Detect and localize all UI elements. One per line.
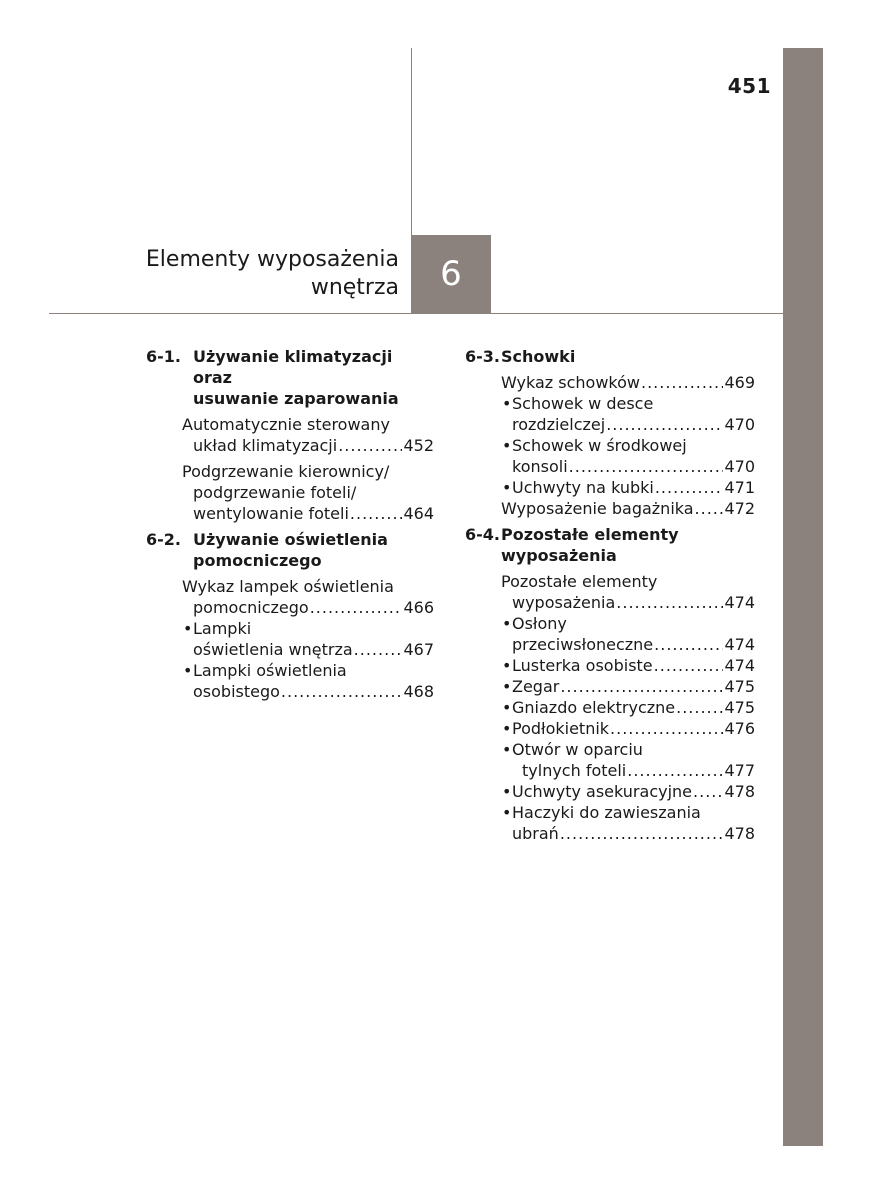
toc-entry-text: Lampki xyxy=(193,619,252,638)
section-title-line: Używanie klimatyzacji oraz xyxy=(193,347,393,387)
toc-page-number: 477 xyxy=(724,761,755,780)
section-heading-6-2 xyxy=(146,529,434,571)
bullet-icon: • xyxy=(502,782,512,801)
toc-entry[interactable] xyxy=(465,571,755,613)
toc-right-column xyxy=(465,346,755,844)
section-title-line: pomocniczego xyxy=(193,551,322,570)
toc-entry-text: Uchwyty na kubki xyxy=(512,478,654,497)
dot-leader xyxy=(654,634,723,655)
toc-entry-text: rozdzielczej xyxy=(512,415,606,434)
dot-leader xyxy=(610,718,723,739)
dot-leader xyxy=(338,435,402,456)
bullet-icon: • xyxy=(502,803,512,822)
toc-page-number: 466 xyxy=(403,598,434,617)
bullet-icon: • xyxy=(502,740,512,759)
bullet-icon: • xyxy=(502,436,512,455)
toc-bullet-entry[interactable] xyxy=(465,802,755,844)
toc-page-number: 474 xyxy=(724,593,755,612)
horizontal-divider xyxy=(49,313,783,314)
toc-page-number: 470 xyxy=(724,415,755,434)
toc-entry-text: Podłokietnik xyxy=(512,719,610,738)
toc-entry[interactable] xyxy=(146,461,434,524)
toc-bullet-entry[interactable] xyxy=(465,718,755,739)
toc-entry-text: wentylowanie foteli xyxy=(193,504,349,523)
toc-entry[interactable] xyxy=(465,372,755,393)
chapter-number-box: 6 xyxy=(411,235,491,313)
toc-bullet-entry[interactable] xyxy=(465,781,755,802)
toc-entry-text: Pozostałe elementy xyxy=(501,572,658,591)
section-title-line: Schowki xyxy=(501,347,576,366)
dot-leader xyxy=(310,597,403,618)
bullet-icon: • xyxy=(502,698,512,717)
toc-entry-text: Schowek w desce xyxy=(512,394,654,413)
toc-page-number: 470 xyxy=(724,457,755,476)
toc-entry-text: układ klimatyzacji xyxy=(193,436,338,455)
toc-page-number: 468 xyxy=(403,682,434,701)
toc-entry-text: podgrzewanie foteli/ xyxy=(193,483,357,502)
section-number: 6-3. xyxy=(465,347,500,366)
toc-entry-text: Wykaz schowków xyxy=(501,373,640,392)
dot-leader xyxy=(560,823,724,844)
toc-page-number: 476 xyxy=(724,719,755,738)
toc-entry-text: Lampki oświetlenia xyxy=(193,661,347,680)
section-number: 6-2. xyxy=(146,530,181,549)
toc-bullet-entry[interactable] xyxy=(465,739,755,781)
bullet-icon: • xyxy=(502,656,512,675)
toc-entry-text: konsoli xyxy=(512,457,568,476)
bullet-icon: • xyxy=(502,478,512,497)
section-number: 6-1. xyxy=(146,347,181,366)
dot-leader xyxy=(350,503,403,524)
toc-page-number: 469 xyxy=(724,373,755,392)
toc-bullet-entry[interactable] xyxy=(465,435,755,477)
toc-entry-text: Wyposażenie bagażnika xyxy=(501,499,694,518)
dot-leader xyxy=(281,681,403,702)
section-heading-6-4 xyxy=(465,524,755,566)
bullet-icon: • xyxy=(502,614,512,633)
toc-bullet-entry[interactable] xyxy=(465,477,755,498)
toc-page-number: 452 xyxy=(403,436,434,455)
toc-entry-text: oświetlenia wnętrza xyxy=(193,640,353,659)
toc-entry-text: Osłony xyxy=(512,614,567,633)
toc-page-number: 472 xyxy=(724,499,755,518)
dot-leader xyxy=(655,477,724,498)
toc-page-number: 467 xyxy=(403,640,434,659)
bullet-icon: • xyxy=(183,619,193,638)
toc-entry[interactable] xyxy=(146,414,434,456)
dot-leader xyxy=(560,676,723,697)
dot-leader xyxy=(569,456,724,477)
toc-entry-text: ubrań xyxy=(512,824,559,843)
toc-entry-text: Uchwyty asekuracyjne xyxy=(512,782,693,801)
bullet-icon: • xyxy=(502,719,512,738)
toc-page-number: 478 xyxy=(724,782,755,801)
toc-entry-text: pomocniczego xyxy=(193,598,309,617)
dot-leader xyxy=(616,592,723,613)
chapter-title-line2: wnętrza xyxy=(310,275,399,300)
bullet-icon: • xyxy=(502,677,512,696)
toc-bullet-entry[interactable] xyxy=(465,655,755,676)
toc-entry-text: Wykaz lampek oświetlenia xyxy=(182,577,394,596)
toc-bullet-entry[interactable] xyxy=(465,697,755,718)
bullet-icon: • xyxy=(502,394,512,413)
dot-leader xyxy=(606,414,723,435)
toc-entry-text: tylnych foteli xyxy=(522,761,627,780)
toc-entry-text: Otwór w oparciu xyxy=(512,740,643,759)
toc-bullet-entry[interactable] xyxy=(465,613,755,655)
toc-entry-text: Lusterka osobiste xyxy=(512,656,653,675)
dot-leader xyxy=(693,781,723,802)
chapter-side-tab xyxy=(783,48,823,1146)
toc-entry[interactable] xyxy=(146,576,434,618)
toc-bullet-entry[interactable] xyxy=(465,393,755,435)
toc-entry-text: Gniazdo elektryczne xyxy=(512,698,676,717)
toc-page-number: 471 xyxy=(724,478,755,497)
dot-leader xyxy=(627,760,723,781)
toc-entry[interactable] xyxy=(465,498,755,519)
page-number: 451 xyxy=(727,74,771,98)
bullet-icon: • xyxy=(183,661,193,680)
toc-page-number: 474 xyxy=(724,635,755,654)
dot-leader xyxy=(354,639,403,660)
section-heading-6-1 xyxy=(146,346,434,409)
toc-page-number: 475 xyxy=(724,698,755,717)
dot-leader xyxy=(641,372,723,393)
toc-page-number: 478 xyxy=(724,824,755,843)
section-number: 6-4. xyxy=(465,525,500,544)
toc-page-number: 464 xyxy=(403,504,434,523)
chapter-title xyxy=(146,246,399,302)
toc-entry-text: Haczyki do zawieszania xyxy=(512,803,701,822)
section-title-line: wyposażenia xyxy=(501,546,617,565)
section-title-line: usuwanie zaparowania xyxy=(193,389,399,408)
toc-entry-text: Schowek w środkowej xyxy=(512,436,687,455)
toc-bullet-entry[interactable] xyxy=(146,618,434,660)
section-title-line: Używanie oświetlenia xyxy=(193,530,388,549)
toc-entry-text: przeciwsłoneczne xyxy=(512,635,654,654)
dot-leader xyxy=(676,697,723,718)
toc-bullet-entry[interactable] xyxy=(146,660,434,702)
toc-entry-text: Automatycznie sterowany xyxy=(182,415,390,434)
toc-entry-text: Podgrzewanie kierownicy/ xyxy=(182,462,390,481)
section-heading-6-3 xyxy=(465,346,755,367)
section-title-line: Pozostałe elementy xyxy=(501,525,679,544)
toc-entry-text: osobistego xyxy=(193,682,280,701)
toc-left-column xyxy=(146,346,434,702)
dot-leader xyxy=(654,655,724,676)
dot-leader xyxy=(695,498,724,519)
toc-bullet-entry[interactable] xyxy=(465,676,755,697)
toc-entry-text: wyposażenia xyxy=(512,593,616,612)
toc-entry-text: Zegar xyxy=(512,677,560,696)
toc-page-number: 474 xyxy=(724,656,755,675)
toc-page-number: 475 xyxy=(724,677,755,696)
chapter-title-line1: Elementy wyposażenia xyxy=(145,247,399,272)
